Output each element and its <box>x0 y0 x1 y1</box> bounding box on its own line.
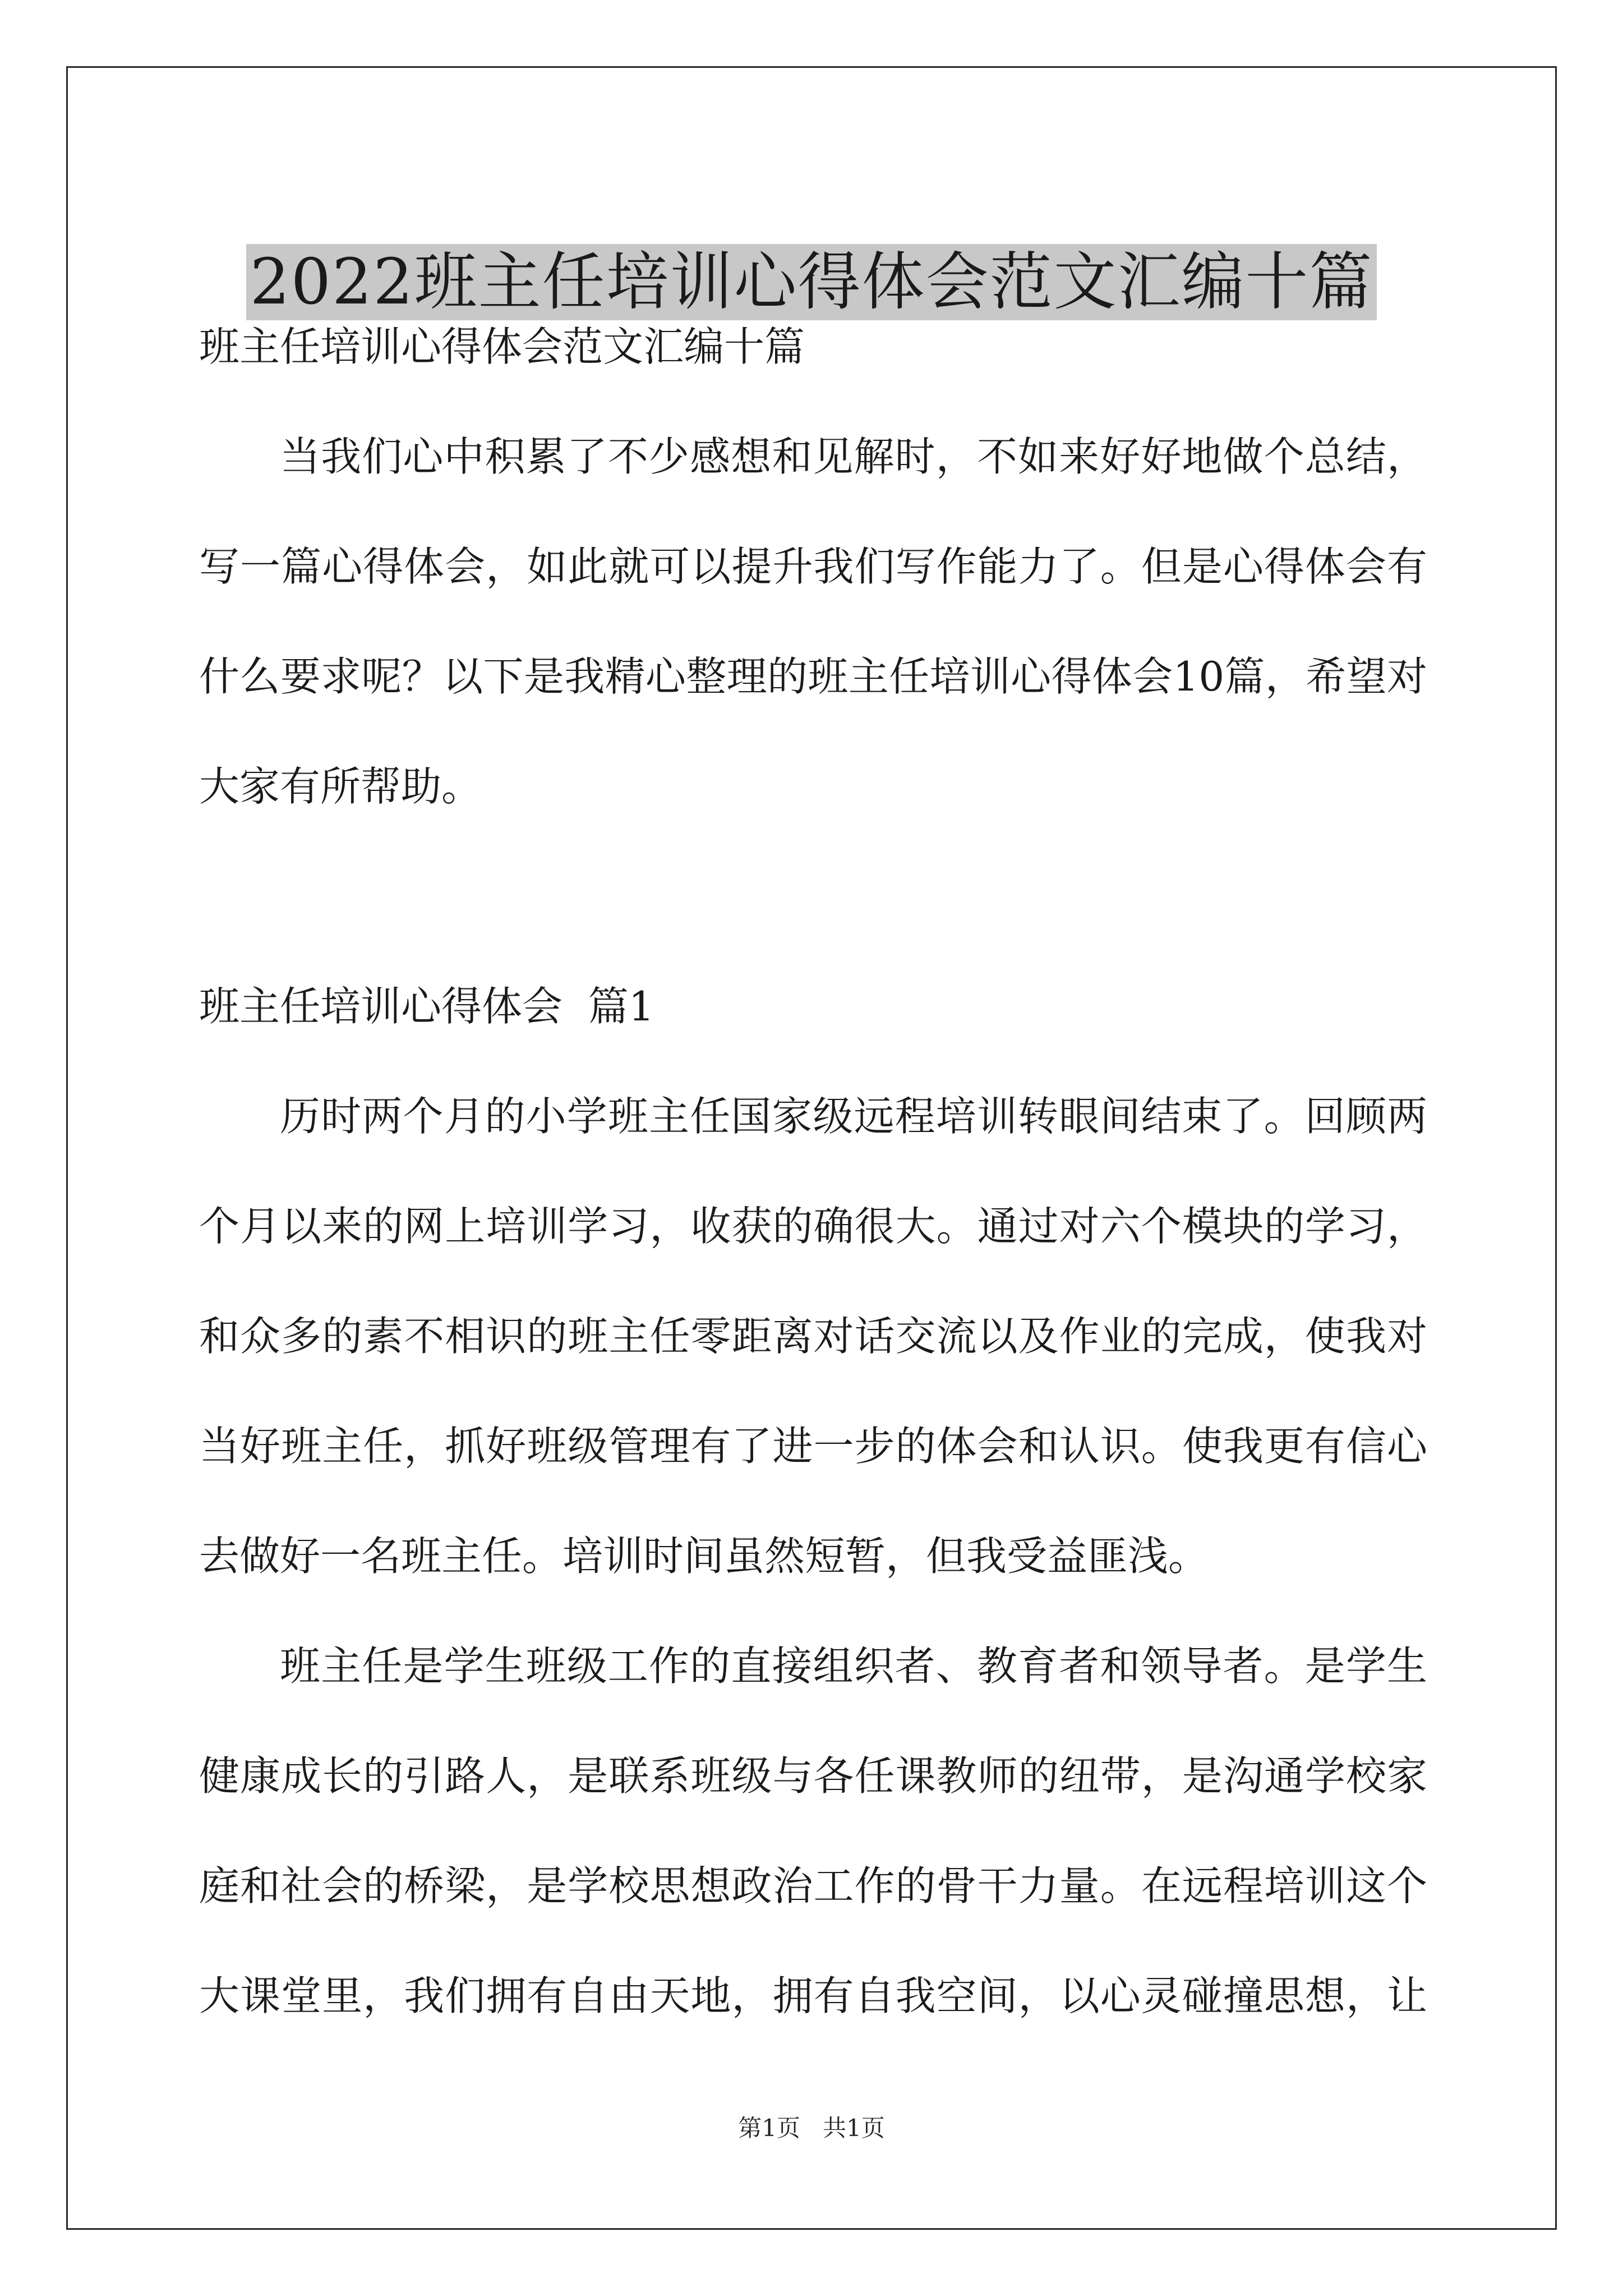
paragraph-line: 个月以来的网上培训学习，收获的确很大。通过对六个模块的学习， <box>199 1203 1427 1250</box>
paragraph-line: 大课堂里，我们拥有自由天地，拥有自我空间，以心灵碰撞思想，让 <box>199 1972 1427 2019</box>
page-footer <box>0 2111 1623 2145</box>
paragraph-line: 去做好一名班主任。培训时间虽然短暂，但我受益匪浅。 <box>199 1533 1209 1580</box>
paragraph-line: 和众多的素不相识的班主任零距离对话交流以及作业的完成，使我对 <box>199 1313 1427 1360</box>
section-heading: 班主任培训心得体会 篇1 <box>199 983 654 1030</box>
intro-line: 大家有所帮助。 <box>199 763 482 810</box>
paragraph-line: 庭和社会的桥梁，是学校思想政治工作的骨干力量。在远程培训这个 <box>199 1862 1427 1910</box>
document-title: 2022班主任培训心得体会范文汇编十篇 <box>246 244 1376 320</box>
spacer <box>199 841 1427 951</box>
page-number-current: 第1页 <box>738 2114 800 2142</box>
intro-line: 什么要求呢？以下是我精心整理的班主任培训心得体会10篇，希望对 <box>199 653 1427 700</box>
paragraph-line: 班主任是学生班级工作的直接组织者、教育者和领导者。是学生 <box>280 1642 1427 1690</box>
intro-line: 当我们心中积累了不少感想和见解时，不如来好好地做个总结， <box>280 433 1427 480</box>
intro-line: 写一篇心得体会，如此就可以提升我们写作能力了。但是心得体会有 <box>199 543 1427 590</box>
page-number-total: 共1页 <box>823 2114 885 2142</box>
paragraph-line: 历时两个月的小学班主任国家级远程培训转眼间结束了。回顾两 <box>280 1093 1427 1140</box>
paragraph-line: 健康成长的引路人，是联系班级与各任课教师的纽带，是沟通学校家 <box>199 1752 1427 1800</box>
document-body <box>199 292 1427 2051</box>
paragraph-line: 当好班主任，抓好班级管理有了进一步的体会和认识。使我更有信心 <box>199 1423 1427 1470</box>
document-subtitle: 班主任培训心得体会范文汇编十篇 <box>199 323 805 370</box>
